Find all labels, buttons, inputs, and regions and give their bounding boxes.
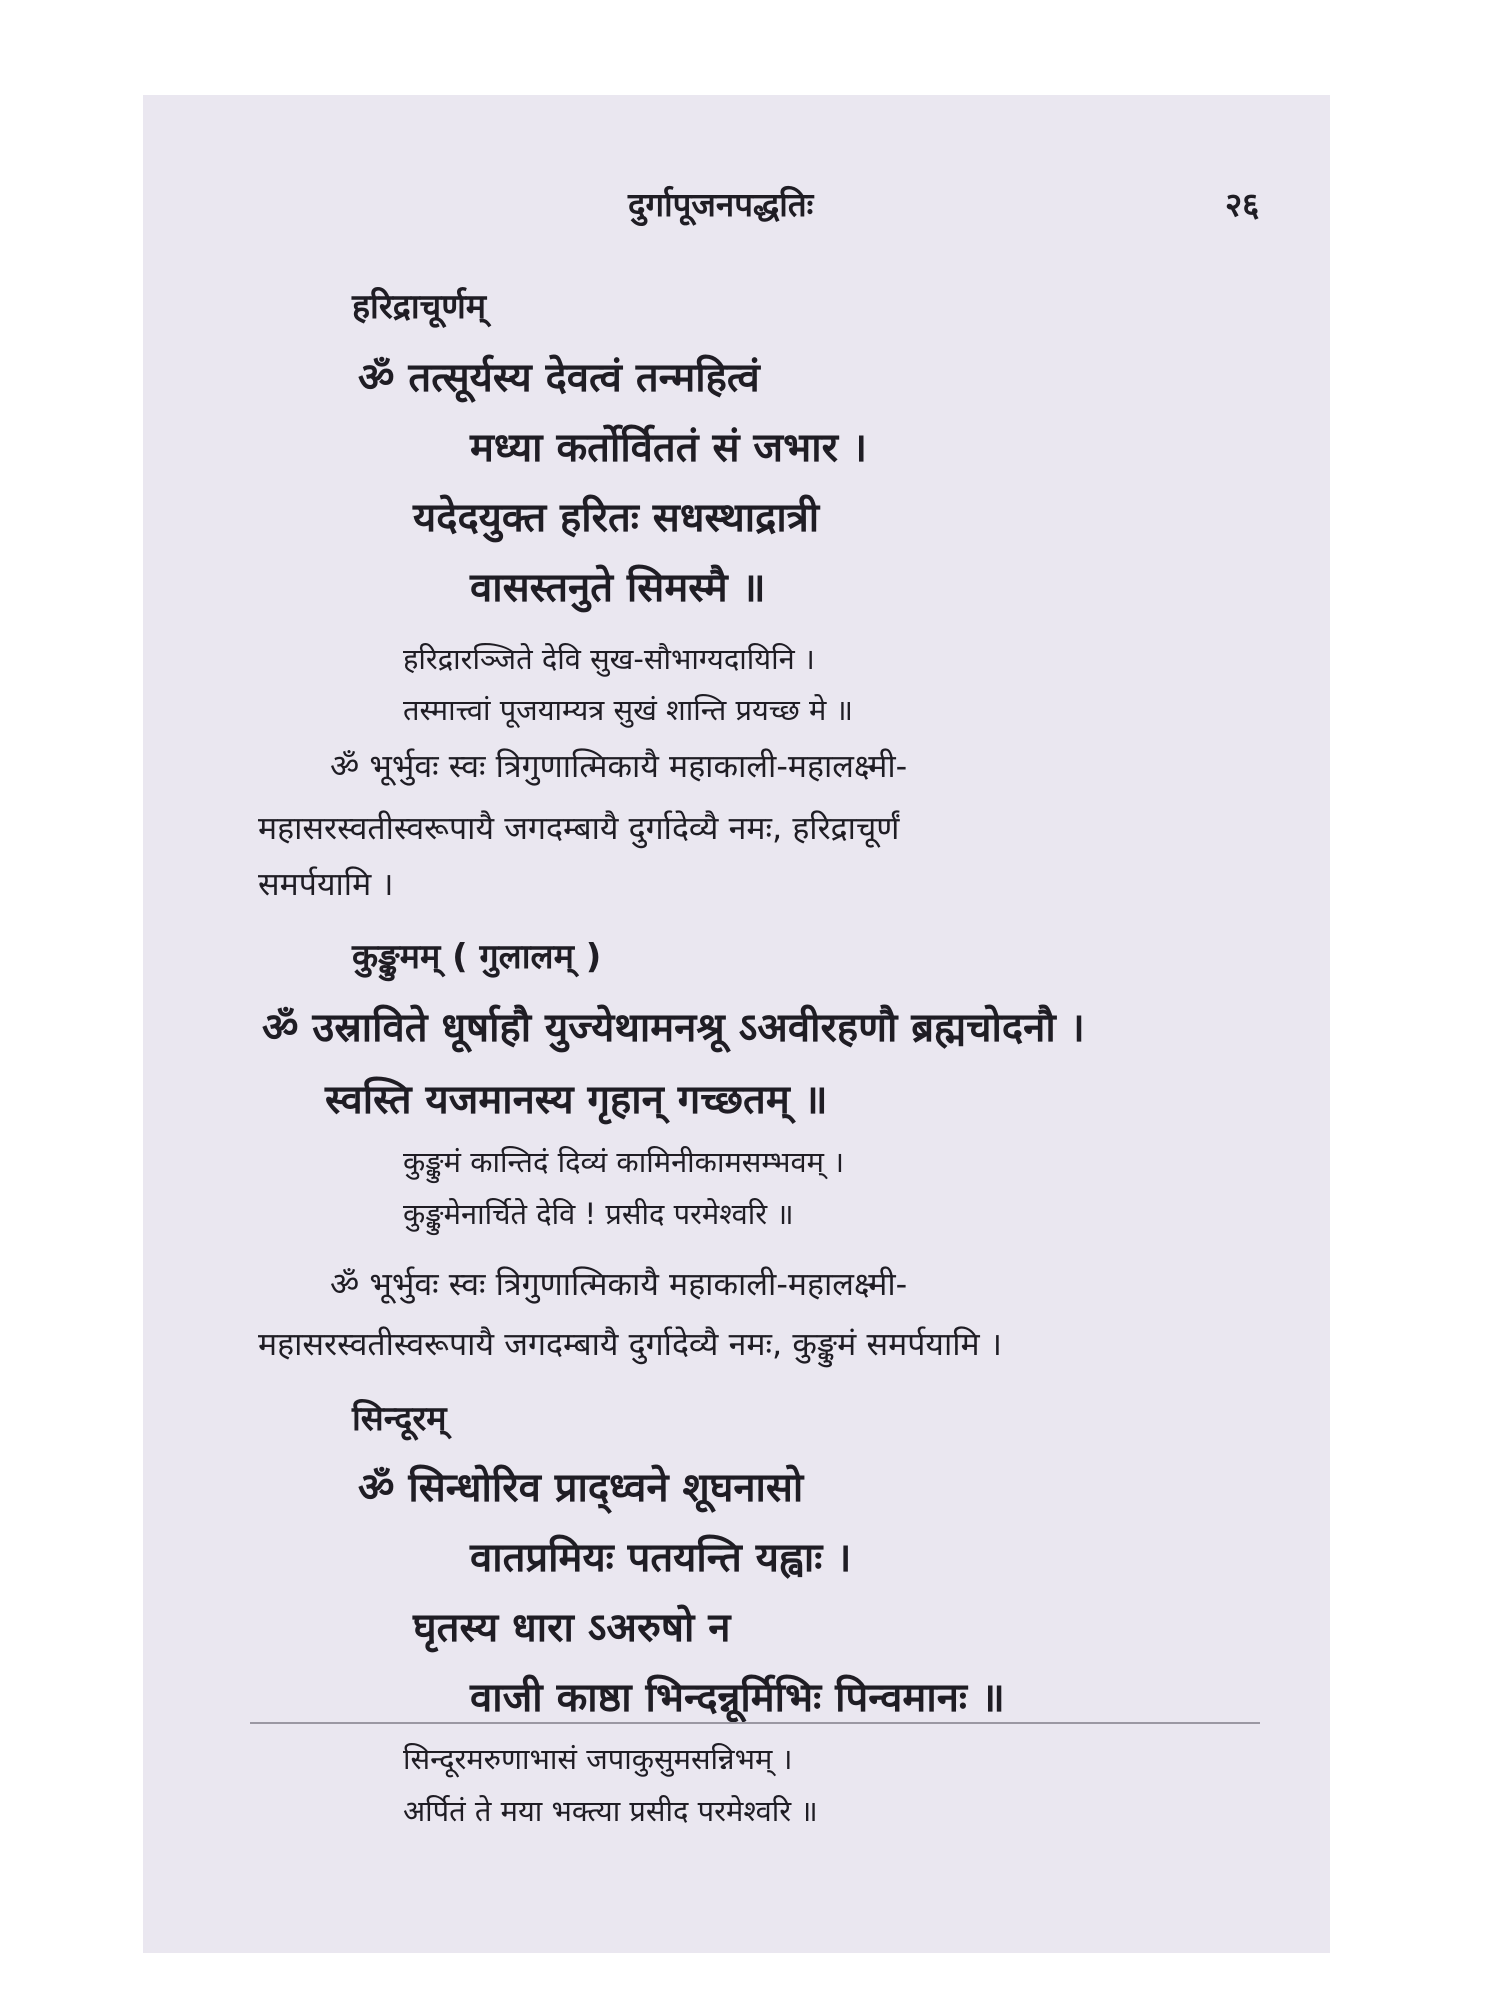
mantra-line: वासस्तनुते सिमस्मै ॥ (470, 565, 766, 611)
verse-line: अर्पितं ते मया भक्त्या प्रसीद परमेश्वरि ॥ (403, 1794, 818, 1828)
offering-line: ॐ भूर्भुवः स्वः त्रिगुणात्मिकायै महाकाली-महालक्ष्मी- (330, 1265, 908, 1303)
verse-line: कुङ्कुमेनार्चिते देवि ! प्रसीद परमेश्वरि ॥ (403, 1197, 794, 1231)
horizontal-rule (250, 1722, 1260, 1724)
offering-line: समर्पयामि । (258, 865, 394, 903)
mantra-line: वाजी काष्ठा भिन्दन्नूर्मिभिः पिन्वमानः ॥ (470, 1675, 1005, 1721)
section-heading: हरिद्राचूर्णम् (352, 287, 487, 327)
mantra-line: घृतस्य धारा ऽअरुषो न (413, 1605, 731, 1651)
section-heading: सिन्दूरम् (352, 1399, 447, 1439)
offering-line: ॐ भूर्भुवः स्वः त्रिगुणात्मिकायै महाकाली-महालक्ष्मी- (330, 747, 908, 785)
running-header: दुर्गापूजनपद्धतिः (628, 185, 814, 224)
mantra-line: स्वस्ति यजमानस्य गृहान् गच्छतम् ॥ (325, 1077, 828, 1123)
offering-line: महासरस्वतीस्वरूपायै जगदम्बायै दुर्गादेव्यै नमः, कुङ्कुमं समर्पयामि । (258, 1325, 1002, 1363)
verse-line: तस्मात्त्वां पूजयाम्यत्र सुखं शान्ति प्रयच्छ मे ॥ (403, 693, 853, 727)
mantra-line: ॐ तत्सूर्यस्य देवत्वं तन्महित्वं (358, 355, 760, 401)
verse-line: कुङ्कुमं कान्तिदं दिव्यं कामिनीकामसम्भवम् । (403, 1145, 845, 1179)
mantra-line: ॐ उस्राविते धूर्षाहौ युज्येथामनश्रू ऽअवीरहणौ ब्रह्मचोदनौ । (262, 1005, 1085, 1051)
mantra-line: मध्या कर्तोर्विततं सं जभार । (470, 425, 868, 471)
verse-line: हरिद्रारञ्जिते देवि सुख-सौभाग्यदायिनि । (403, 642, 815, 676)
mantra-line: यदेदयुक्त हरितः सधस्थाद्रात्री (413, 495, 820, 541)
mantra-line: ॐ सिन्धोरिव प्राद्ध्वने शूघनासो (358, 1465, 804, 1511)
section-heading: कुङ्कुमम् ( गुलालम् ) (352, 937, 602, 977)
page-number: २६ (1225, 185, 1260, 224)
mantra-line: वातप्रमियः पतयन्ति यह्वाः । (470, 1535, 852, 1581)
verse-line: सिन्दूरमरुणाभासं जपाकुसुमसन्निभम् । (403, 1742, 793, 1776)
offering-line: महासरस्वतीस्वरूपायै जगदम्बायै दुर्गादेव्यै नमः, हरिद्राचूर्णं (258, 809, 900, 847)
